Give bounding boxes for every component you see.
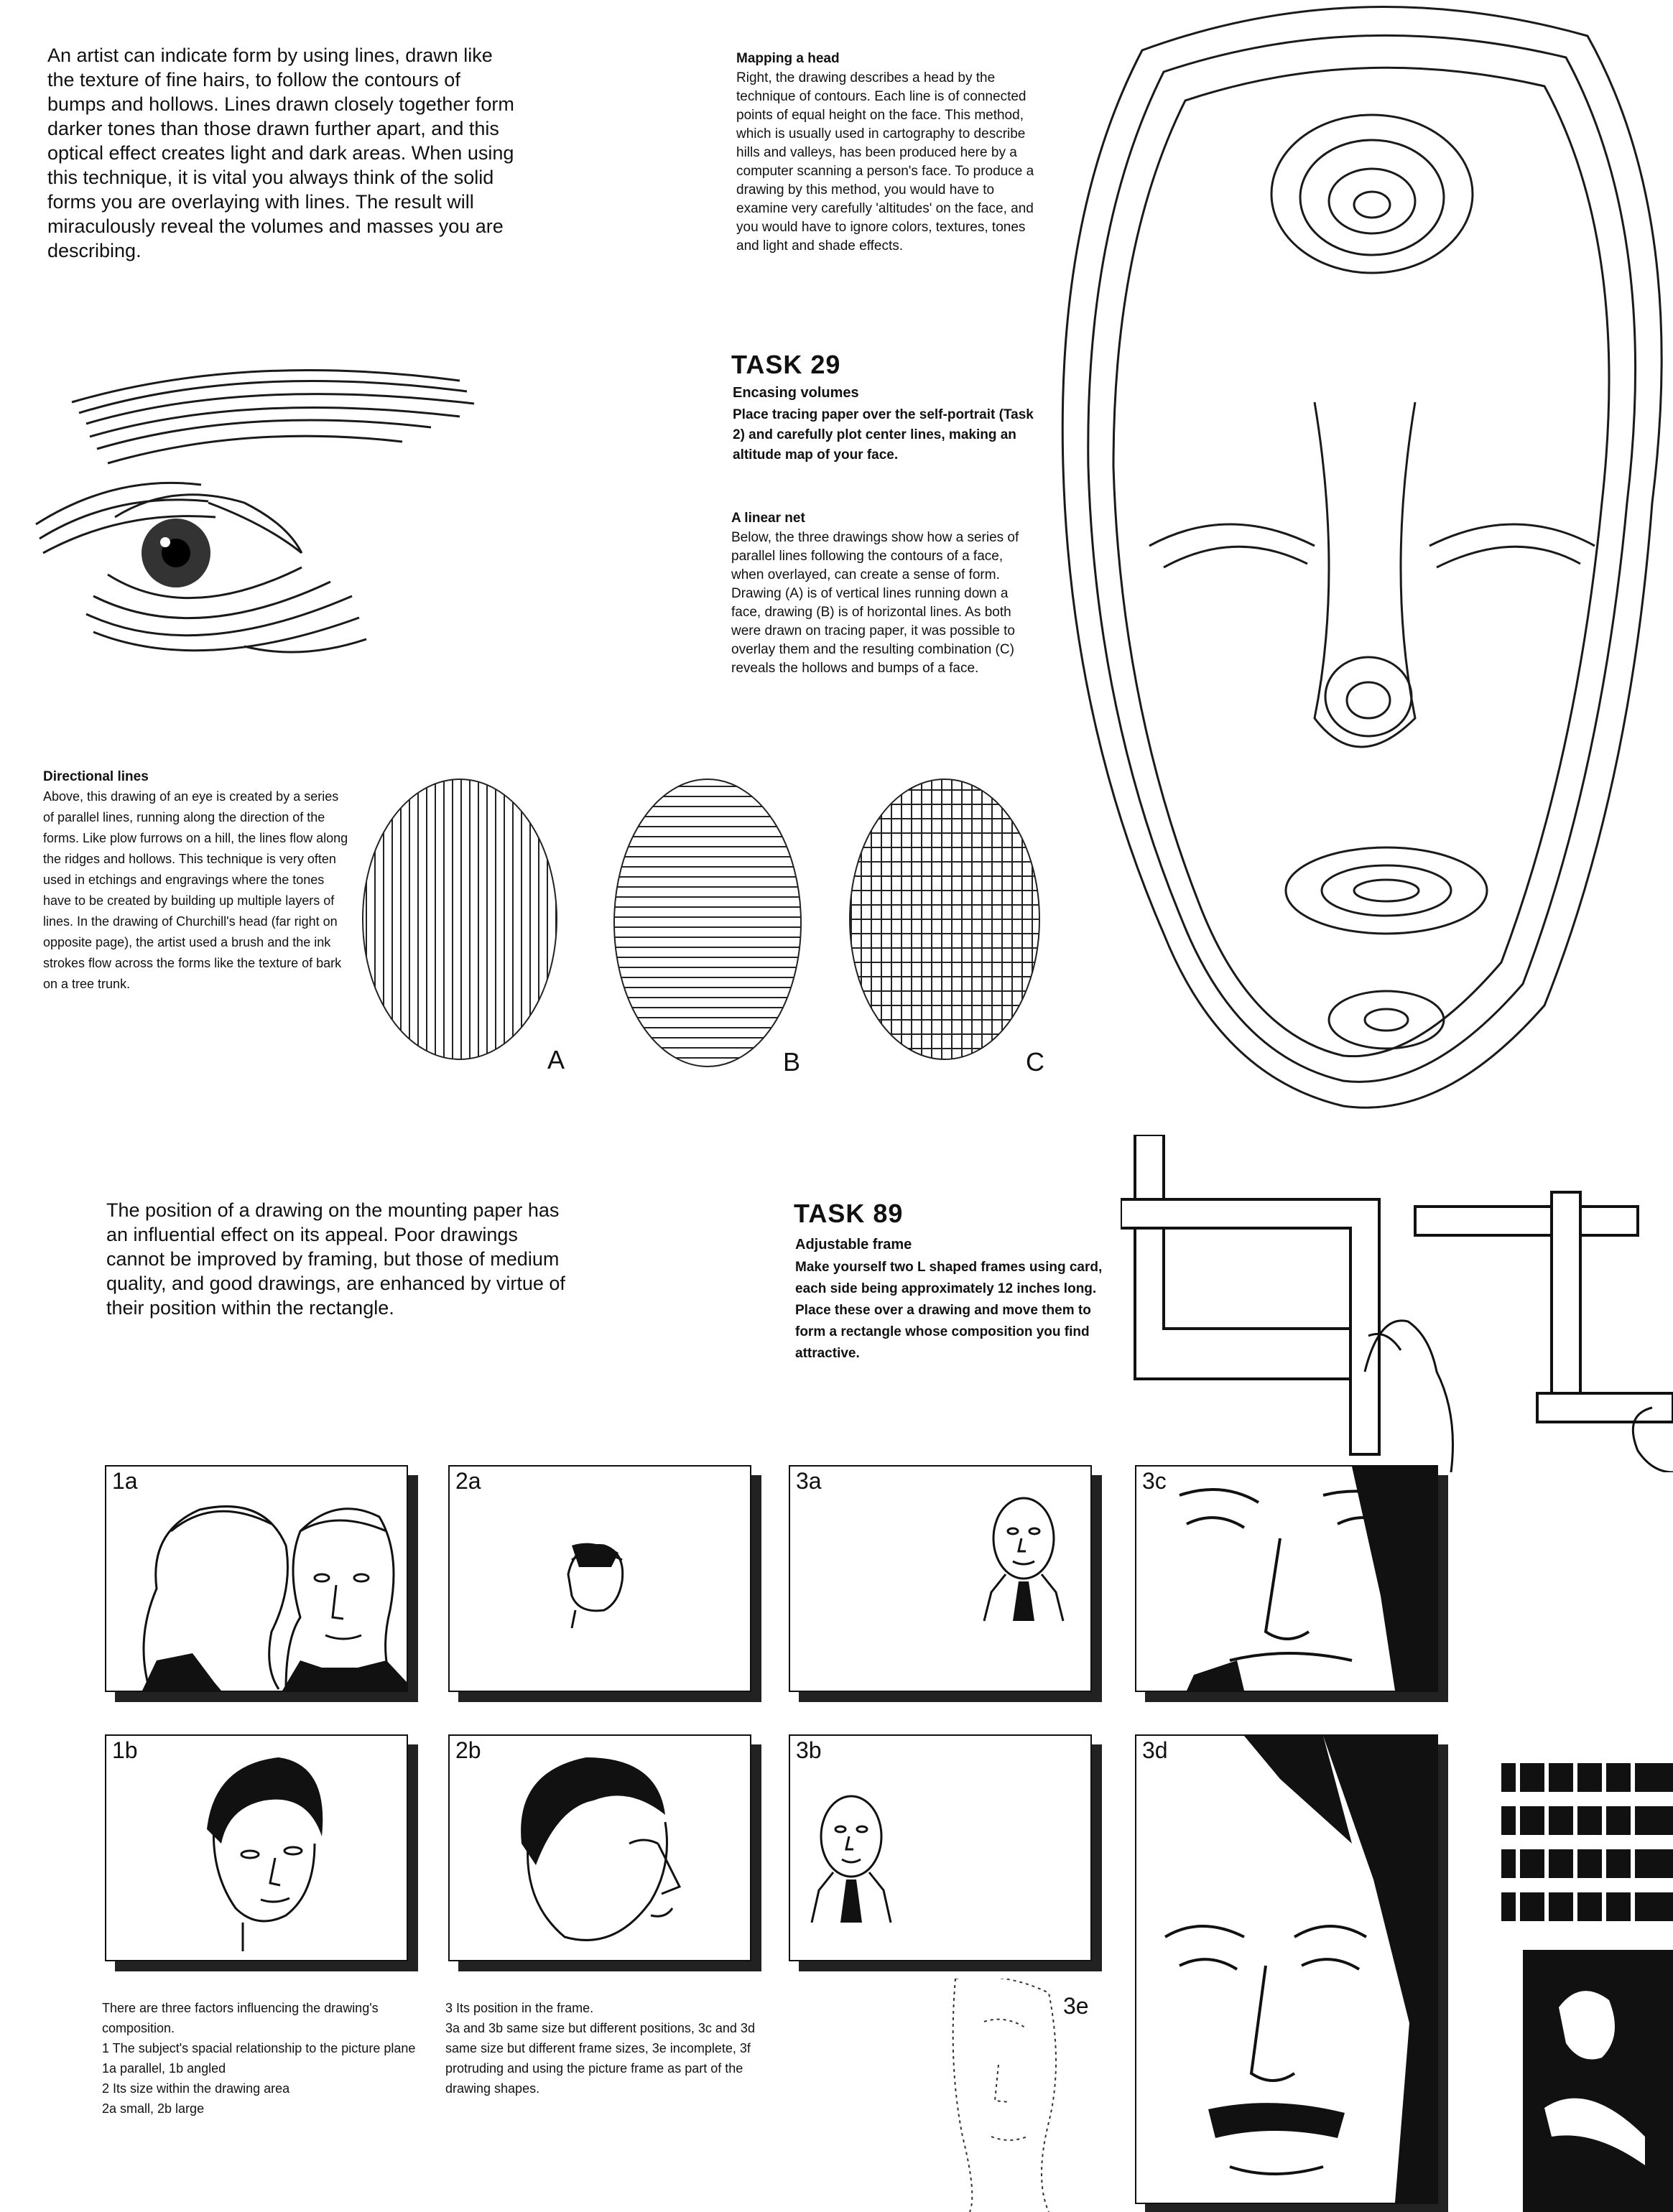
linear-net-title: A linear net [731,511,805,526]
label-a: A [547,1045,565,1074]
directional-paragraph: Above, this drawing of an eye is created by a series of parallel lines, running along the direction of the forms. Like plow furrows on a hill, the lines flow along the ridges and hollows. This technique is very often used in etchings and engravings where the tones have to be created by building up multiple layers of lines. In the drawing of Churchill's head (far right on opposite page), the artist used a brush and the ink strokes flow across the forms like the texture of bark on a tree trunk. [43,789,348,991]
position-frame-line-2: 3a and 3b same size but different positions, 3c and 3d same size but different frame sizes, 3e incomplete, 3f protruding and using the picture frame as part of the drawing shapes. [445,2021,755,2096]
mapping-title: Mapping a head [736,51,840,66]
panel-3d-label: 3d [1142,1737,1168,1763]
bald-man-left-sketch [790,1736,1090,1960]
panel-3c-label: 3c [1142,1468,1167,1494]
intro-paragraph: An artist can indicate form by using lines, drawn like the texture of fine hairs, to follow the contours of bumps and hollows. Lines drawn closely together form darker tones than those drawn further apart, and this optical effect creates light and dark areas. When using this technique, it is vital you always think of the solid forms you are overlaying with lines. The result will miraculously reveal the volumes and masses you are describing. [47,45,514,261]
linear-net-paragraph: Below, the three drawings show how a series of parallel lines following the contours of a face, when overlayed, can create a sense of form. Drawing (A) is of vertical lines running down a face, drawing (B) is of horizontal lines. As both were drawn on tracing paper, it was possible to overlay them and the resulting combination (C) reveals the hollows and bumps of a face. [731,530,1019,676]
panel-3b [789,1734,1092,1961]
small-head-sketch [450,1467,750,1691]
position-frame-caption [445,1998,761,2099]
panel-2a-label: 2a [455,1468,481,1494]
label-b: B [783,1047,801,1077]
factors-line-3: 1a parallel, 1b angled [102,2061,226,2076]
panel-3a [789,1465,1092,1692]
task89-title: TASK 89 [794,1199,904,1228]
task29-subtitle: Encasing volumes [733,385,859,401]
panel-3c [1135,1465,1438,1692]
two-men-sketch [106,1467,407,1691]
task89-subtitle: Adjustable frame [795,1237,912,1253]
tall-face-sketch [1136,1736,1437,2203]
face-drawing-b [611,772,812,1081]
panel-1b-label: 1b [112,1737,138,1763]
bald-man-topright-sketch [790,1467,1090,1691]
panel-3d [1135,1734,1438,2204]
directional-title: Directional lines [43,769,149,784]
mapping-paragraph: Right, the drawing describes a head by the technique of contours. Each line is of connected points of equal height on the face. This method, which is usually used in cartography to describe hills and valleys, has been produced here by a computer scanning a person's face. To produce a drawing by this method, you would have to examine very carefully 'altitudes' on the face, and you would have to ignore colors, textures, tones and light and shade effects. [736,70,1034,254]
factors-caption [102,1998,418,2119]
closeup-face-sketch [1136,1467,1437,1691]
factors-line-1: There are three factors influencing the drawing's composition. [102,2001,379,2035]
face-drawing-a [359,776,575,1077]
factors-line-4: 2 Its size within the drawing area [102,2081,290,2096]
label-c: C [1026,1047,1044,1077]
task29-title: TASK 29 [731,350,841,379]
contour-face-illustration [1042,0,1673,1120]
l-frames-illustration [1121,1135,1673,1472]
position-paragraph: The position of a drawing on the mounting paper has an influential effect on its appeal. Poor drawings cannot be improved by framing, but those of medium quality, and good drawings, are enhanced by virtue of their position within the rectangle. [106,1199,565,1319]
panel-3b-label: 3b [796,1737,822,1763]
factors-line-5: 2a small, 2b large [102,2101,205,2116]
panel-3a-label: 3a [796,1468,822,1494]
position-frame-line-1: 3 Its position in the frame. [445,2001,594,2015]
panel-3e-label: 3e [1063,1993,1089,2019]
panel-2b [448,1734,751,1961]
large-head-sketch [450,1736,750,1960]
panel-1a-label: 1a [112,1468,138,1494]
panel-2b-label: 2b [455,1737,481,1763]
panel-1b [105,1734,408,1961]
task29-body: Place tracing paper over the self-portrait (Task 2) and carefully plot center lines, making an altitude map of your face. [733,407,1034,463]
task89-body: Make yourself two L shaped frames using card, each side being approximately 12 inches long. Place these over a drawing and move them to form a rectangle whose composition you find attractive. [795,1260,1103,1361]
panel-2a [448,1465,751,1692]
eye-engraving-illustration [29,338,517,697]
panel-1a [105,1465,408,1692]
face-drawing-c [844,776,1045,1077]
woman-head-sketch [106,1736,407,1960]
protruding-drawing-3f [1501,1734,1673,2212]
incomplete-sketch-3e [941,1979,1070,2212]
factors-line-2: 1 The subject's spacial relationship to the picture plane [102,2041,416,2055]
